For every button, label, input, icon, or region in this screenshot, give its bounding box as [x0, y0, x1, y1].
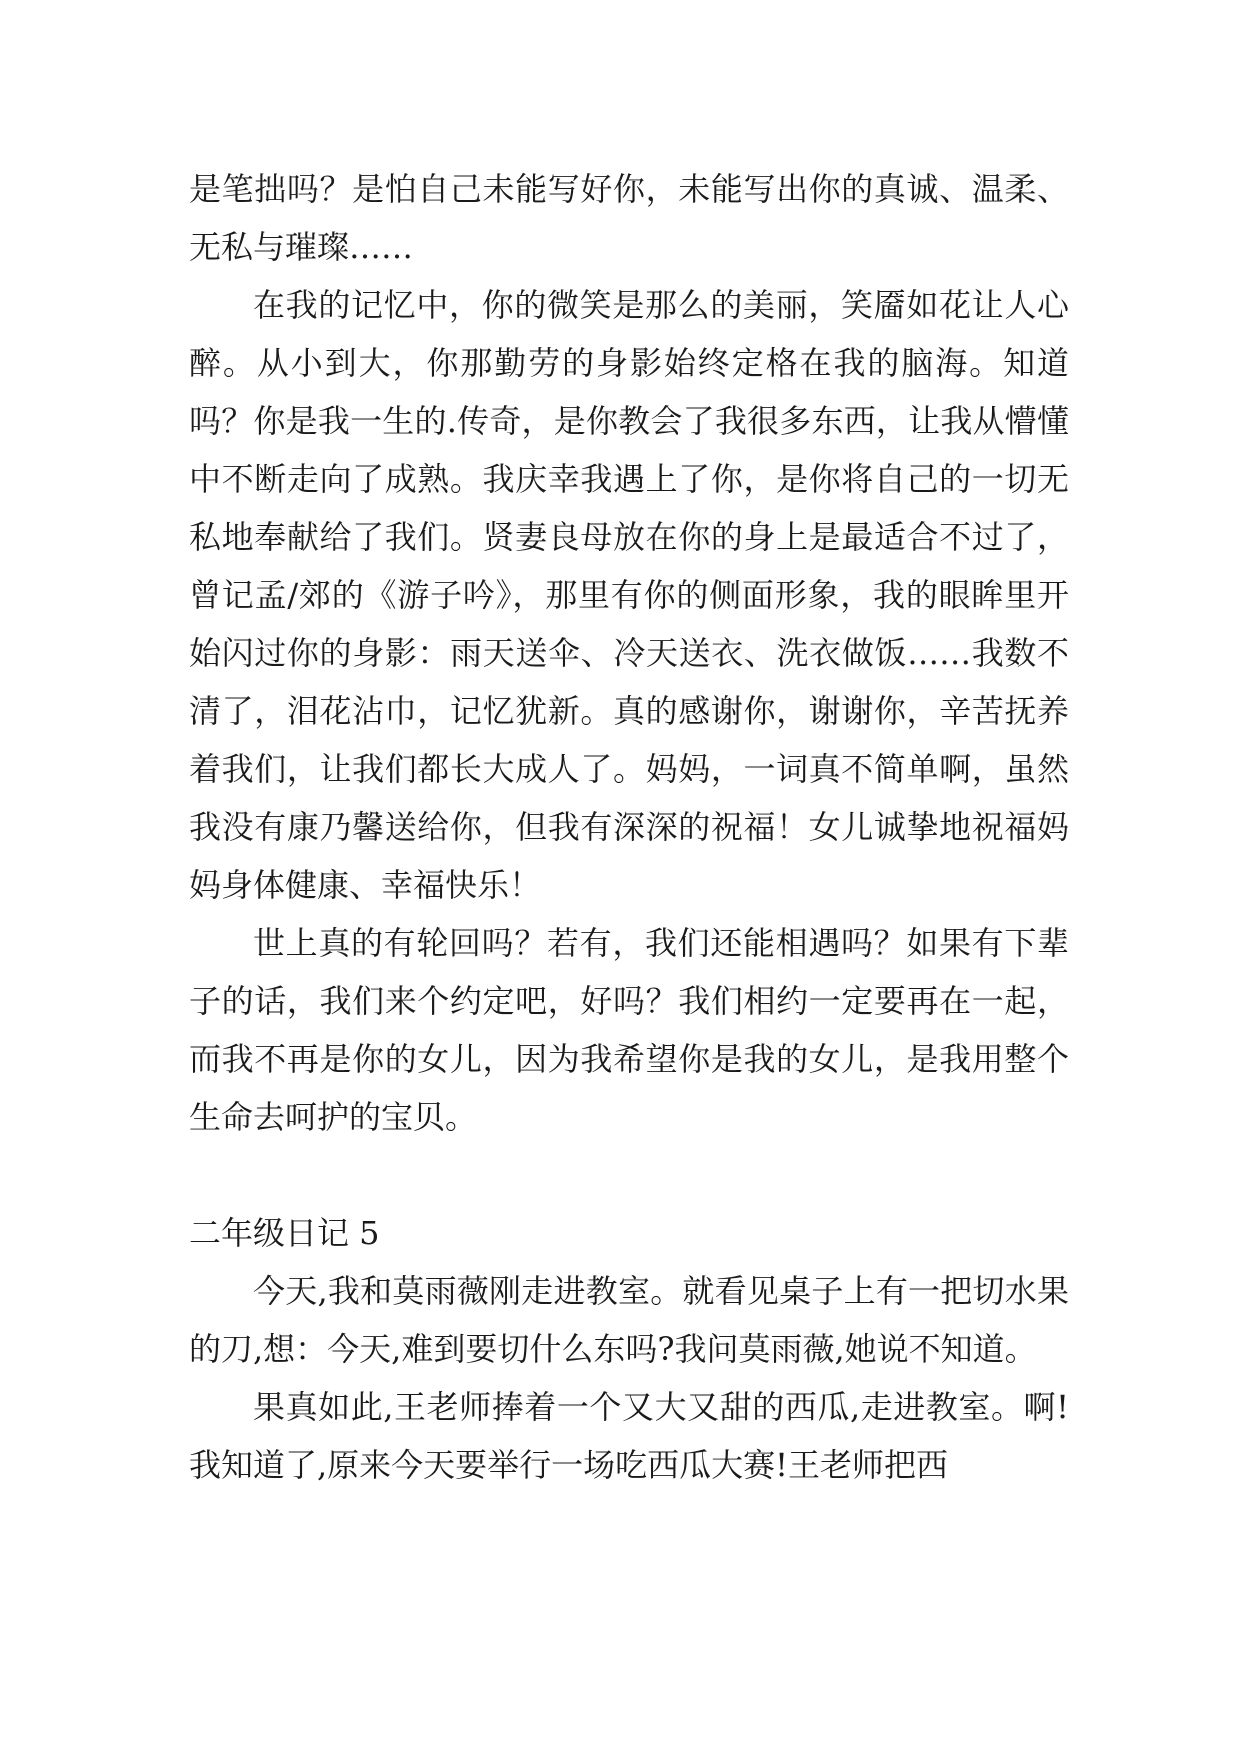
paragraph: 今天,我和莫雨薇刚走进教室。就看见桌子上有一把切水果的刀,想：今天,难到要切什么东吗?我问莫雨薇,她说不知道。 [189, 1272, 1069, 1368]
paragraph: 是笔拙吗？是怕自己未能写好你，未能写出你的真诚、温柔、无私与璀璨…… [189, 170, 1069, 266]
paragraph: 在我的记忆中，你的微笑是那么的美丽，笑靥如花让人心醉。从小到大，你那勤劳的身影始终定格在我的脑海。知道吗？你是我一生的.传奇，是你教会了我很多东西，让我从懵懂中不断走向了成熟。我庆幸我遇上了你，是你将自己的一切无私地奉献给了我们。贤妻良母放在你的身上是最适合不过了，曾记孟/郊的《游子吟》，那里有你的侧面形象，我的眼眸里开始闪过你的身影：雨天送伞、冷天送衣、洗衣做饭……我数不清了，泪花沾巾，记忆犹新。真的感谢你，谢谢你，辛苦抚养着我们，让我们都长大成人了。妈妈，一词真不简单啊，虽然我没有康乃馨送给你，但我有深深的祝福！女儿诚挚地祝福妈妈身体健康、幸福快乐！ [189, 286, 1069, 904]
paragraph: 世上真的有轮回吗？若有，我们还能相遇吗？如果有下辈子的话，我们来个约定吧，好吗？我们相约一定要再在一起，而我不再是你的女儿，因为我希望你是我的女儿，是我用整个生命去呵护的宝贝。 [189, 924, 1069, 1136]
paragraph: 果真如此,王老师捧着一个又大又甜的西瓜,走进教室。啊!我知道了,原来今天要举行一场吃西瓜大赛!王老师把西 [189, 1388, 1069, 1484]
section-heading: 二年级日记 5 [189, 1214, 380, 1252]
document-body [189, 160, 1069, 1494]
